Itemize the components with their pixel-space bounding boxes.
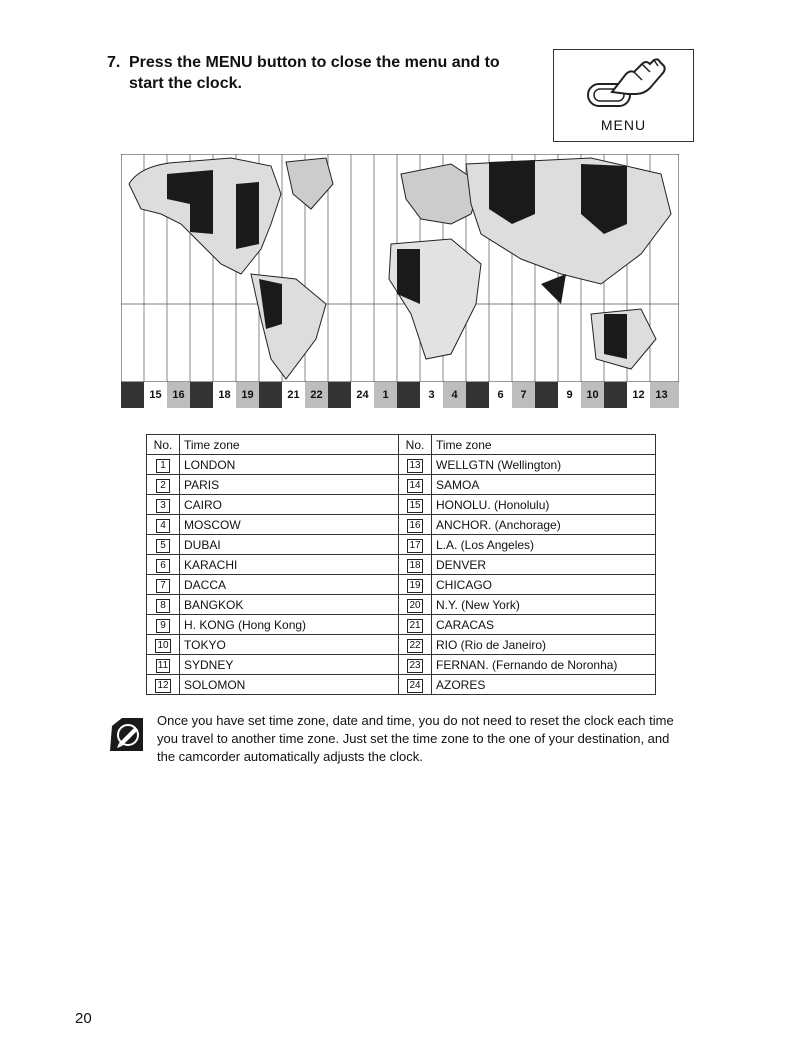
zone-name: KARACHI (180, 555, 399, 575)
zone-no-cell (399, 515, 432, 535)
table-row (147, 515, 656, 535)
zone-no-cell (399, 675, 432, 695)
world-time-zone-map (121, 154, 679, 408)
table-row (147, 595, 656, 615)
zone-number: 10 (586, 389, 599, 401)
step-instruction (107, 52, 537, 94)
zone-no: 20 (409, 599, 421, 611)
zone-no: 24 (409, 679, 421, 691)
zone-no-cell (399, 495, 432, 515)
zone-no: 16 (409, 519, 421, 531)
zone-no-cell (147, 535, 180, 555)
time-zone-table (146, 434, 656, 695)
zone-no: 18 (409, 559, 421, 571)
header-no: No. (399, 435, 432, 455)
zone-name: CHICAGO (432, 575, 656, 595)
zone-number: 6 (489, 382, 512, 408)
zone-no-cell (147, 515, 180, 535)
zone-name: FERNAN. (Fernando de Noronha) (432, 655, 656, 675)
zone-no: 8 (156, 599, 170, 613)
zone-no-cell (147, 455, 180, 475)
table-row (147, 675, 656, 695)
zone-number: 12 (627, 382, 650, 408)
zone-no: 2 (156, 479, 170, 493)
zone-no-cell (147, 575, 180, 595)
zone-number: 18 (213, 382, 236, 408)
zone-no: 17 (409, 539, 421, 551)
zone-no-cell (147, 495, 180, 515)
zone-name: LONDON (180, 455, 399, 475)
header-time-zone: Time zone (180, 435, 399, 455)
table-row (147, 475, 656, 495)
table-row (147, 555, 656, 575)
table-row (147, 535, 656, 555)
zone-no-cell (147, 595, 180, 615)
menu-label: MENU (600, 117, 647, 133)
table-row (147, 655, 656, 675)
table-row (147, 575, 656, 595)
zone-no-cell (147, 555, 180, 575)
zone-name: SOLOMON (180, 675, 399, 695)
zone-number: 13 (655, 389, 668, 401)
zone-number: 22 (310, 389, 323, 401)
zone-number: 21 (282, 382, 305, 408)
note-text: Once you have set time zone, date and time, you do not need to reset the clock each time you travel to another time zone. Just set the time zone to the one of your destination, and the camcorder automatically adjusts the clock. (157, 713, 674, 764)
zone-no-cell (147, 475, 180, 495)
zone-no: 7 (156, 579, 170, 593)
page-number: 20 (75, 1010, 92, 1027)
world-map-drawing (121, 154, 679, 382)
header-no: No. (147, 435, 180, 455)
table-row (147, 635, 656, 655)
zone-no-cell (147, 635, 180, 655)
zone-no: 21 (409, 619, 421, 631)
zone-no: 6 (156, 559, 170, 573)
zone-name: WELLGTN (Wellington) (432, 455, 656, 475)
zone-no-cell (399, 455, 432, 475)
zone-no-cell (399, 615, 432, 635)
zone-name: TOKYO (180, 635, 399, 655)
zone-number: 1 (382, 389, 389, 401)
table-row (147, 455, 656, 475)
zone-number: 15 (144, 382, 167, 408)
zone-no: 23 (409, 659, 421, 671)
note-pencil-icon (110, 718, 143, 751)
zone-name: ANCHOR. (Anchorage) (432, 515, 656, 535)
zone-name: RIO (Rio de Janeiro) (432, 635, 656, 655)
zone-number: 16 (172, 389, 185, 401)
zone-no-cell (399, 575, 432, 595)
zone-no: 13 (409, 459, 421, 471)
zone-no: 1 (156, 459, 170, 473)
table-header-row (147, 435, 656, 455)
header-time-zone: Time zone (432, 435, 656, 455)
zone-name: SYDNEY (180, 655, 399, 675)
zone-number: 7 (520, 389, 527, 401)
zone-no: 3 (156, 499, 170, 513)
zone-name: HONOLU. (Honolulu) (432, 495, 656, 515)
zone-no-cell (399, 635, 432, 655)
zone-no: 14 (409, 479, 421, 491)
zone-no-cell (399, 595, 432, 615)
zone-no-cell (147, 675, 180, 695)
step-text: Press the MENU button to close the menu and to start the clock. (129, 54, 500, 92)
zone-name: L.A. (Los Angeles) (432, 535, 656, 555)
zone-no: 5 (156, 539, 170, 553)
zone-name: PARIS (180, 475, 399, 495)
table-row (147, 495, 656, 515)
zone-name: N.Y. (New York) (432, 595, 656, 615)
zone-no: 19 (409, 579, 421, 591)
zone-number: 24 (351, 382, 374, 408)
time-zone-number-bar (121, 382, 679, 408)
zone-name: H. KONG (Hong Kong) (180, 615, 399, 635)
menu-button-figure (553, 49, 694, 142)
zone-number: 9 (558, 382, 581, 408)
zone-no: 15 (409, 499, 421, 511)
hand-pressing-button-icon (554, 50, 695, 116)
zone-name: MOSCOW (180, 515, 399, 535)
zone-name: DUBAI (180, 535, 399, 555)
zone-no: 10 (157, 639, 169, 651)
zone-no: 11 (157, 659, 169, 671)
zone-no-cell (147, 615, 180, 635)
step-number: 7. (107, 54, 121, 71)
zone-no-cell (147, 655, 180, 675)
zone-name: AZORES (432, 675, 656, 695)
zone-name: DENVER (432, 555, 656, 575)
zone-name: DACCA (180, 575, 399, 595)
zone-name: SAMOA (432, 475, 656, 495)
table-row (147, 615, 656, 635)
zone-no-cell (399, 655, 432, 675)
zone-no: 9 (156, 619, 170, 633)
zone-no: 22 (409, 639, 421, 651)
zone-no-cell (399, 555, 432, 575)
zone-name: CARACAS (432, 615, 656, 635)
zone-no: 12 (157, 679, 169, 691)
zone-name: BANGKOK (180, 595, 399, 615)
zone-number: 19 (241, 389, 254, 401)
zone-no-cell (399, 535, 432, 555)
zone-no-cell (399, 475, 432, 495)
zone-number: 4 (451, 389, 458, 401)
zone-no: 4 (156, 519, 170, 533)
zone-number: 3 (420, 382, 443, 408)
zone-name: CAIRO (180, 495, 399, 515)
